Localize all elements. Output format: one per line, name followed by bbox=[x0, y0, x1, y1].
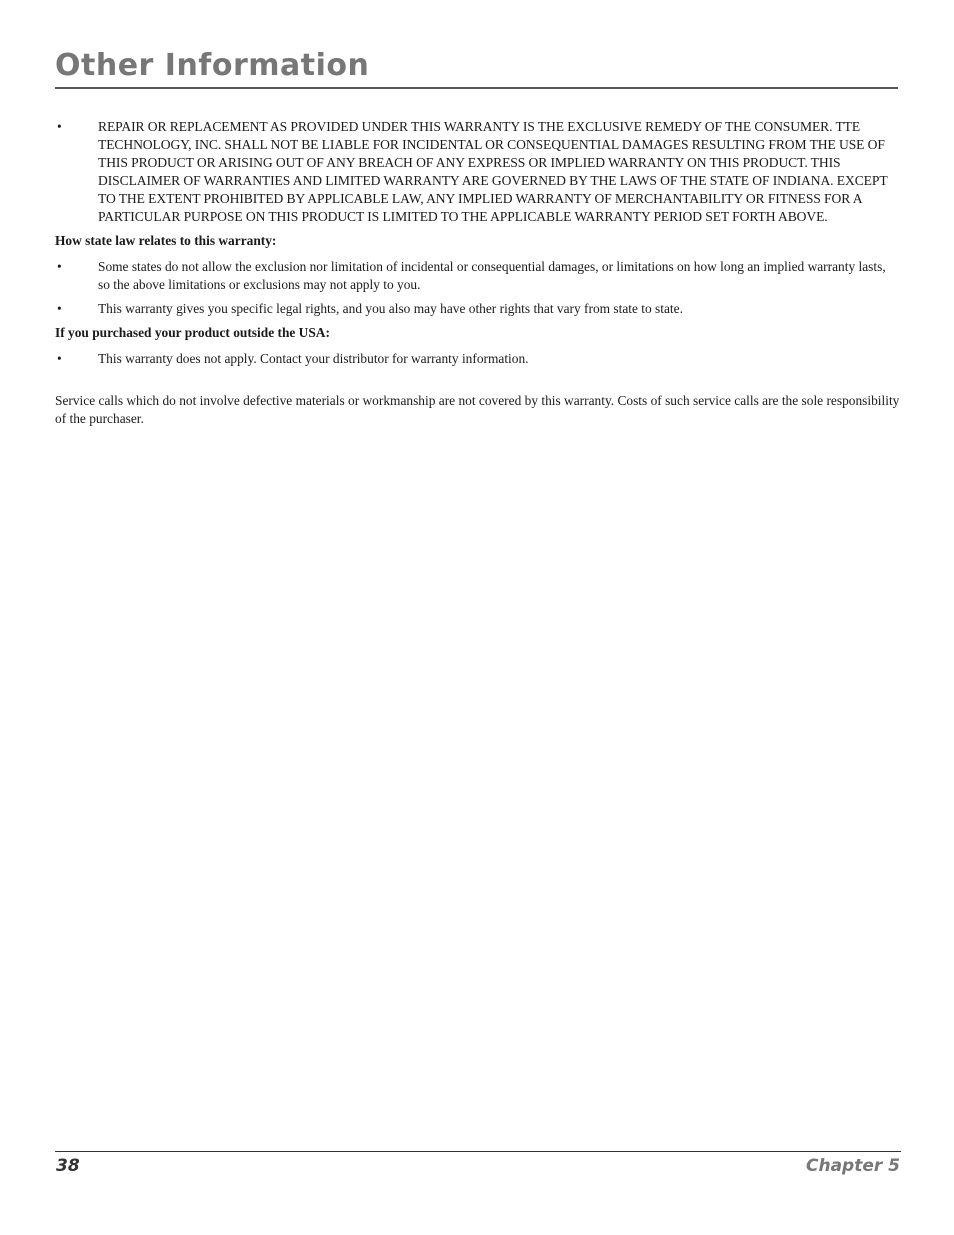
bullet-text: This warranty does not apply. Contact your distributor for warranty information. bbox=[98, 351, 529, 366]
list-item-legal-rights bbox=[55, 300, 900, 318]
document-body bbox=[55, 118, 900, 441]
list-item-warranty-remedy bbox=[55, 118, 900, 226]
bullet-text: REPAIR OR REPLACEMENT AS PROVIDED UNDER THIS WARRANTY IS THE EXCLUSIVE REMEDY OF THE CONSUMER. TTE TECHNOLOGY, INC. SHALL NOT BE LIABLE FOR INCIDENTAL OR CONSEQUENTIAL DAMAGES RESULTING FROM THE USE OF THIS PRODUCT OR ARISING OUT OF ANY BREACH OF ANY EXPRESS OR IMPLIED WARRANTY ON THIS PRODUCT. THIS DISCLAIMER OF WARRANTIES AND LIMITED WARRANTY ARE GOVERNED BY THE LAWS OF THE STATE OF INDIANA. EXCEPT TO THE EXTENT PROHIBITED BY APPLICABLE LAW, ANY IMPLIED WARRANTY OF MERCHANTABILITY OR FITNESS FOR A PARTICULAR PURPOSE ON THIS PRODUCT IS LIMITED TO THE APPLICABLE WARRANTY PERIOD SET FORTH ABOVE. bbox=[98, 119, 888, 224]
bullet-icon: • bbox=[57, 301, 62, 316]
bullet-icon: • bbox=[57, 259, 62, 274]
section-heading-state-law: How state law relates to this warranty: bbox=[55, 233, 277, 248]
list-item-outside-usa bbox=[55, 350, 900, 368]
section-heading-outside-usa: If you purchased your product outside the USA: bbox=[55, 325, 330, 340]
bullet-text: This warranty gives you specific legal rights, and you also may have other rights that vary from state to state. bbox=[98, 301, 683, 316]
list-item-state-exclusions bbox=[55, 258, 900, 294]
service-calls-paragraph: Service calls which do not involve defective materials or workmanship are not covered by this warranty. Costs of such service calls are the sole responsibility of the purchaser. bbox=[55, 393, 900, 426]
chapter-label: Chapter 5 bbox=[805, 1156, 900, 1176]
title-divider bbox=[55, 87, 898, 89]
page-number: 38 bbox=[56, 1156, 80, 1176]
page-title: Other Information bbox=[55, 48, 370, 83]
bullet-text: Some states do not allow the exclusion nor limitation of incidental or consequential damages, or limitations on how long an implied warranty lasts, so the above limitations or exclusions may not apply to you. bbox=[98, 259, 886, 292]
bullet-icon: • bbox=[57, 119, 62, 134]
footer-divider bbox=[55, 1151, 901, 1152]
bullet-icon: • bbox=[57, 351, 62, 366]
